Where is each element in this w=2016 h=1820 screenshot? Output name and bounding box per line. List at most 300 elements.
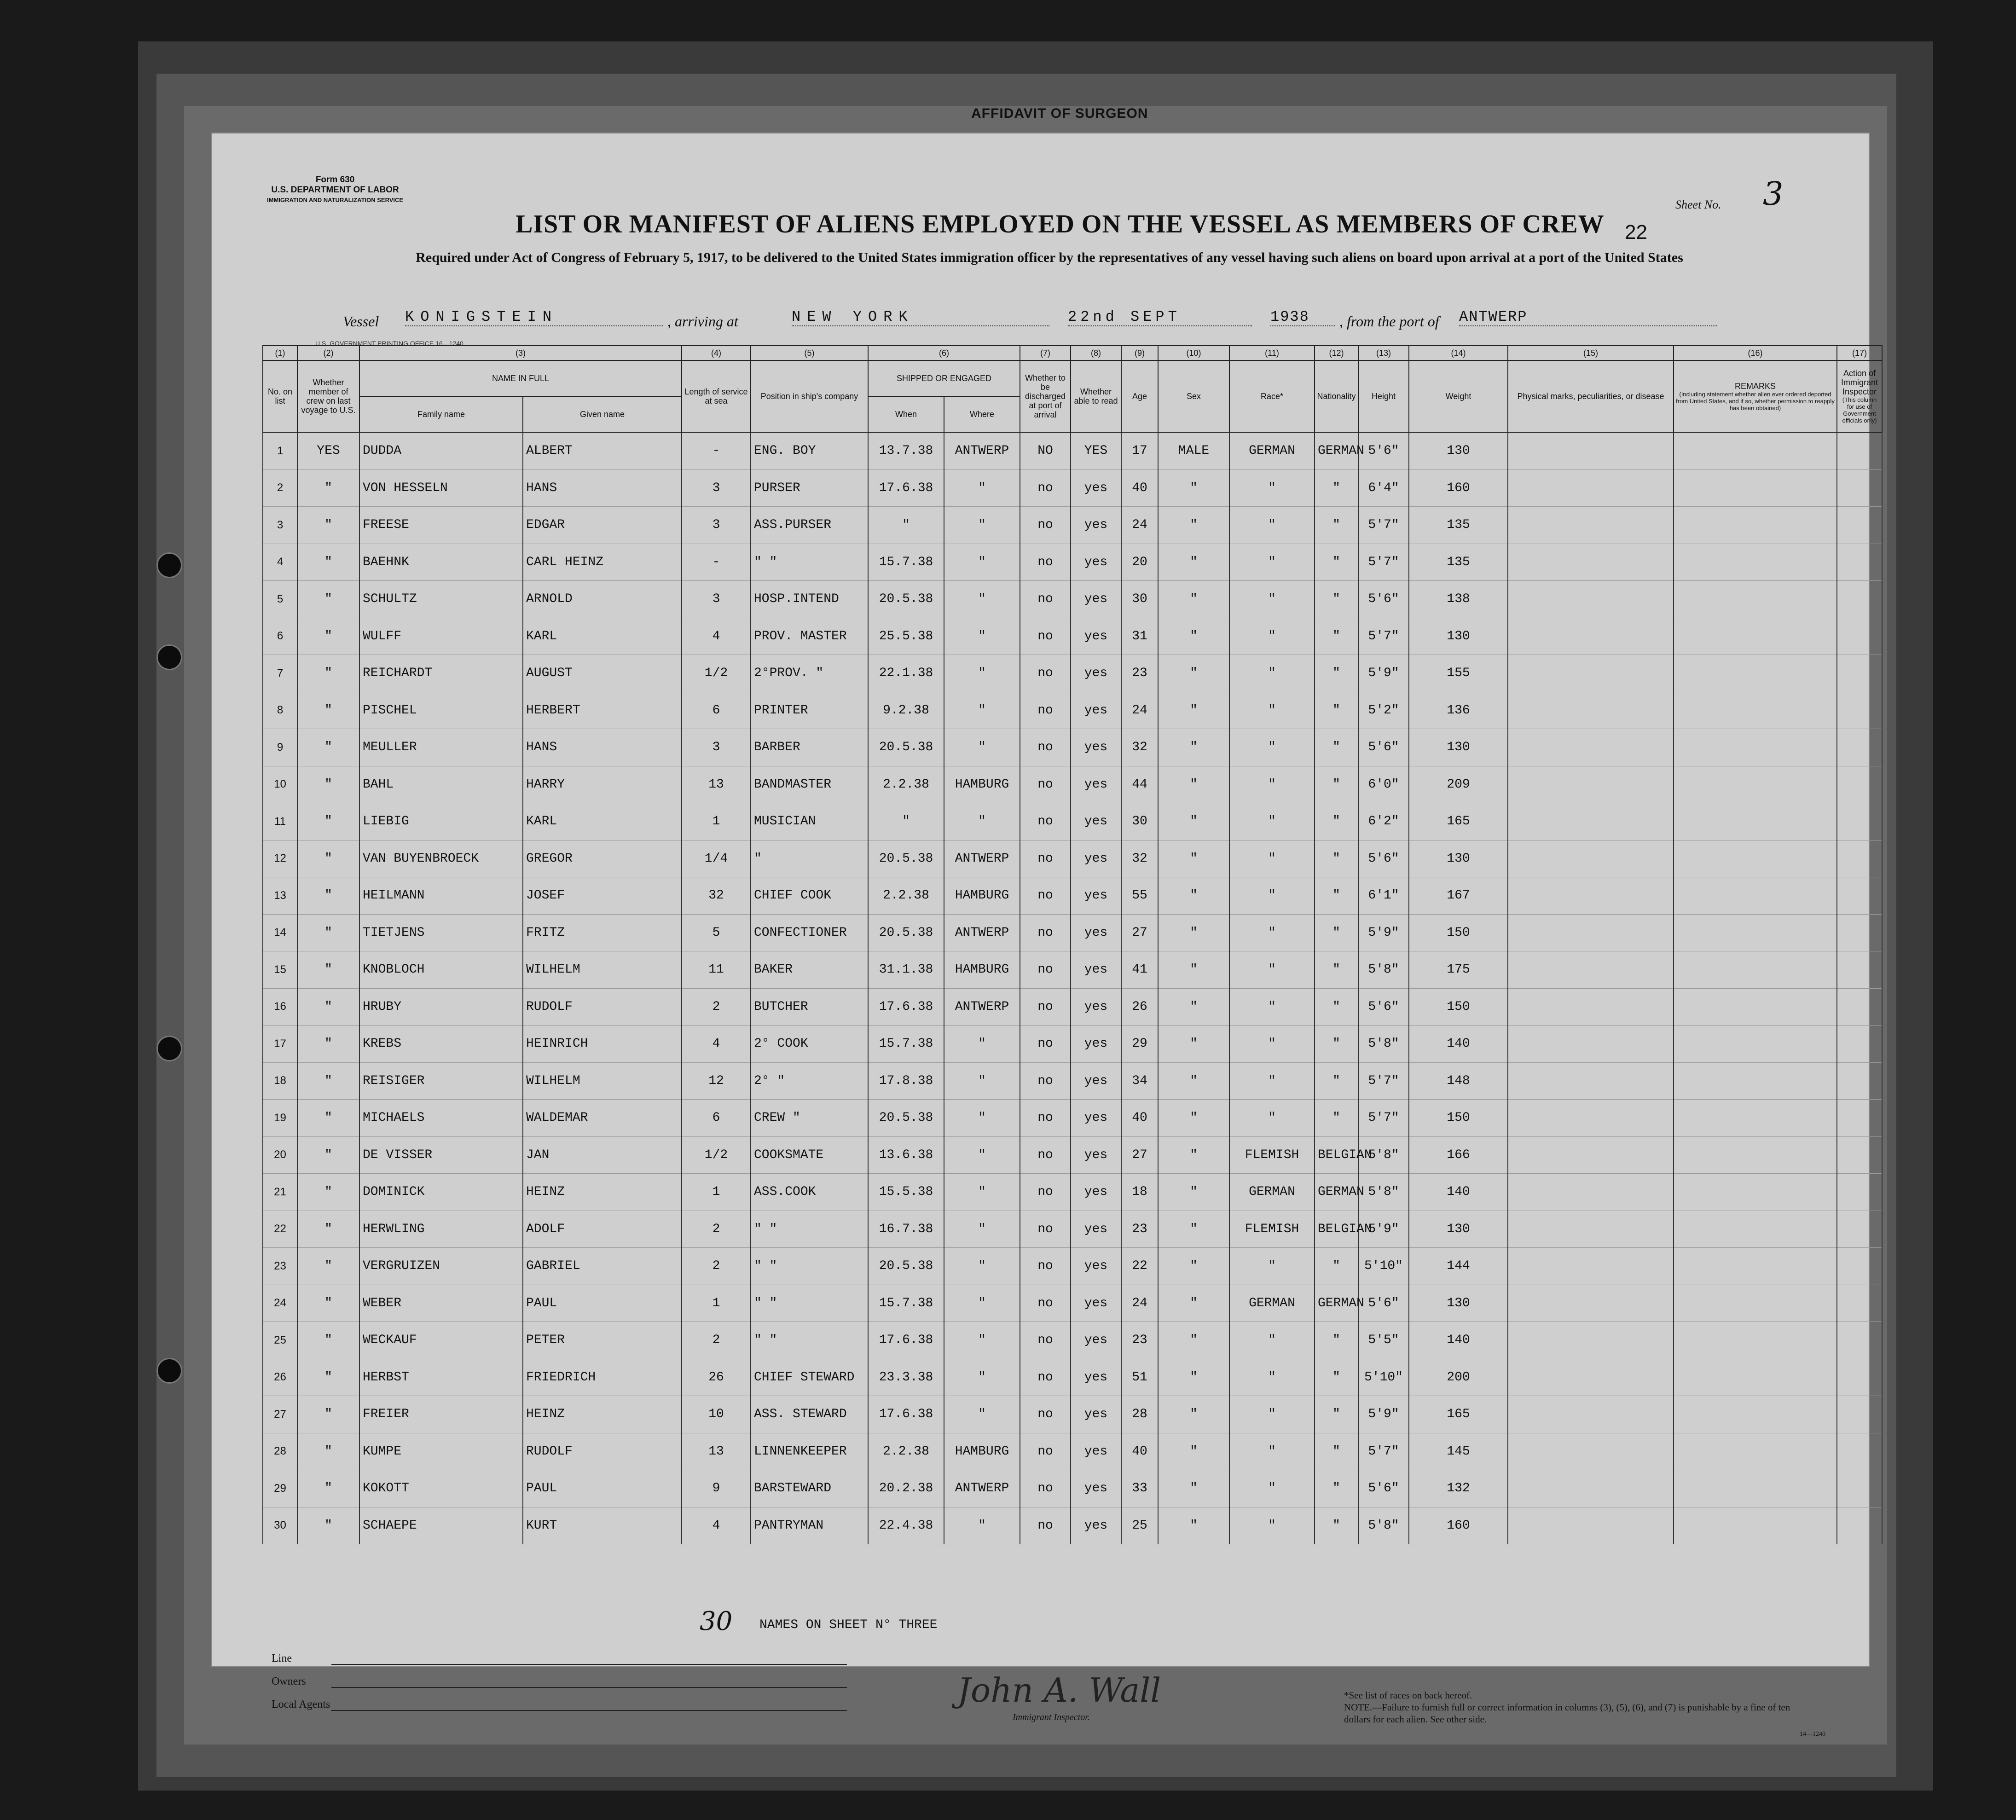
cell-height: 5'8" xyxy=(1358,1136,1409,1174)
cell-family-name: KUMPE xyxy=(359,1433,523,1470)
cell-nationality: " xyxy=(1315,692,1358,729)
header-given-name: Given name xyxy=(523,396,682,432)
cell-position: ASS.COOK xyxy=(751,1174,868,1211)
cell-given-name: AUGUST xyxy=(523,655,682,692)
cell-height: 5'7" xyxy=(1358,618,1409,655)
cell-sex: " xyxy=(1158,840,1229,877)
cell-previous-voyage: " xyxy=(297,1100,359,1137)
cell-able-to-read: yes xyxy=(1071,1136,1121,1174)
cell-row-number: 4 xyxy=(263,544,297,581)
cell-weight: 175 xyxy=(1409,951,1508,989)
cell-race: " xyxy=(1229,1507,1315,1544)
cell-length-of-service: 1/2 xyxy=(682,1136,751,1174)
cell-able-to-read: YES xyxy=(1071,432,1121,469)
cell-race: " xyxy=(1229,1470,1315,1507)
cell-discharged: no xyxy=(1020,1507,1071,1544)
cell-nationality: GERMAN xyxy=(1315,432,1358,469)
cell-length-of-service: 4 xyxy=(682,1507,751,1544)
cell-previous-voyage: " xyxy=(297,1396,359,1433)
cell-shipped-where: " xyxy=(944,1248,1020,1285)
header-inspector-action xyxy=(1837,360,1882,432)
vessel-name: KONIGSTEIN xyxy=(405,308,663,326)
cell-physical-marks xyxy=(1508,1136,1674,1174)
cell-age: 24 xyxy=(1121,1285,1158,1322)
cell-age: 40 xyxy=(1121,1433,1158,1470)
cell-row-number: 26 xyxy=(263,1359,297,1396)
cell-shipped-where: " xyxy=(944,1507,1020,1544)
cell-position: BAKER xyxy=(751,951,868,989)
col-num-8: (8) xyxy=(1071,346,1121,360)
cell-able-to-read: yes xyxy=(1071,618,1121,655)
table-row xyxy=(263,581,1882,618)
table-row xyxy=(263,877,1882,915)
crew-manifest-table xyxy=(262,345,1883,1544)
cell-sex: " xyxy=(1158,877,1229,915)
cell-remarks xyxy=(1674,1433,1837,1470)
cell-sex: " xyxy=(1158,1433,1229,1470)
cell-nationality: " xyxy=(1315,544,1358,581)
cell-family-name: WECKAUF xyxy=(359,1322,523,1359)
cell-family-name: REICHARDT xyxy=(359,655,523,692)
table-row xyxy=(263,1396,1882,1433)
cell-previous-voyage: " xyxy=(297,914,359,951)
table-row xyxy=(263,507,1882,544)
cell-able-to-read: yes xyxy=(1071,544,1121,581)
cell-shipped-when: 2.2.38 xyxy=(868,1433,944,1470)
cell-physical-marks xyxy=(1508,1248,1674,1285)
cell-remarks xyxy=(1674,1062,1837,1100)
cell-remarks xyxy=(1674,1026,1837,1063)
cell-shipped-when: 22.4.38 xyxy=(868,1507,944,1544)
cell-shipped-when: 17.6.38 xyxy=(868,1396,944,1433)
cell-position: BARSTEWARD xyxy=(751,1470,868,1507)
cell-family-name: TIETJENS xyxy=(359,914,523,951)
cell-height: 5'7" xyxy=(1358,1100,1409,1137)
cell-length-of-service: 3 xyxy=(682,507,751,544)
cell-inspector-action xyxy=(1837,692,1882,729)
cell-physical-marks xyxy=(1508,914,1674,951)
cell-nationality: " xyxy=(1315,729,1358,766)
cell-height: 5'7" xyxy=(1358,1433,1409,1470)
cell-shipped-where: " xyxy=(944,581,1020,618)
col-num-11: (11) xyxy=(1229,346,1315,360)
cell-physical-marks xyxy=(1508,988,1674,1026)
cell-sex: " xyxy=(1158,1100,1229,1137)
cell-remarks xyxy=(1674,1174,1837,1211)
cell-inspector-action xyxy=(1837,469,1882,507)
cell-length-of-service: 6 xyxy=(682,692,751,729)
cell-previous-voyage: " xyxy=(297,1211,359,1248)
cell-remarks xyxy=(1674,840,1837,877)
cell-age: 31 xyxy=(1121,618,1158,655)
cell-sex: " xyxy=(1158,914,1229,951)
table-row xyxy=(263,544,1882,581)
cell-shipped-where: ANTWERP xyxy=(944,840,1020,877)
cell-family-name: PISCHEL xyxy=(359,692,523,729)
cell-family-name: SCHULTZ xyxy=(359,581,523,618)
cell-age: 23 xyxy=(1121,1211,1158,1248)
cell-physical-marks xyxy=(1508,1470,1674,1507)
cell-previous-voyage: " xyxy=(297,1026,359,1063)
cell-race: " xyxy=(1229,655,1315,692)
cell-row-number: 28 xyxy=(263,1433,297,1470)
cell-family-name: MEULLER xyxy=(359,729,523,766)
cell-nationality: GERMAN xyxy=(1315,1174,1358,1211)
cell-family-name: SCHAEPE xyxy=(359,1507,523,1544)
cell-row-number: 21 xyxy=(263,1174,297,1211)
cell-shipped-when: 20.5.38 xyxy=(868,581,944,618)
cell-previous-voyage: " xyxy=(297,1322,359,1359)
cell-position: PRINTER xyxy=(751,692,868,729)
table-row xyxy=(263,988,1882,1026)
cell-previous-voyage: " xyxy=(297,1136,359,1174)
cell-physical-marks xyxy=(1508,1174,1674,1211)
cell-given-name: HEINZ xyxy=(523,1174,682,1211)
cell-inspector-action xyxy=(1837,507,1882,544)
cell-previous-voyage: " xyxy=(297,581,359,618)
cell-discharged: no xyxy=(1020,729,1071,766)
header-no-on-list: No. on list xyxy=(263,360,297,432)
cell-row-number: 29 xyxy=(263,1470,297,1507)
cell-discharged: no xyxy=(1020,1062,1071,1100)
cell-discharged: no xyxy=(1020,840,1071,877)
cell-height: 5'6" xyxy=(1358,581,1409,618)
cell-previous-voyage: " xyxy=(297,1507,359,1544)
table-row xyxy=(263,1026,1882,1063)
cell-physical-marks xyxy=(1508,1396,1674,1433)
header-discharged: Whether to be discharged at port of arrival xyxy=(1020,360,1071,432)
cell-race: " xyxy=(1229,766,1315,803)
cell-discharged: no xyxy=(1020,951,1071,989)
cell-shipped-when: " xyxy=(868,803,944,840)
cell-weight: 130 xyxy=(1409,432,1508,469)
cell-able-to-read: yes xyxy=(1071,1359,1121,1396)
footer-notes xyxy=(1344,1689,1804,1725)
table-row xyxy=(263,840,1882,877)
cell-length-of-service: 1/2 xyxy=(682,655,751,692)
table-row xyxy=(263,1100,1882,1137)
cell-physical-marks xyxy=(1508,1285,1674,1322)
form-identifier xyxy=(267,175,403,205)
cell-length-of-service: 9 xyxy=(682,1470,751,1507)
penalty-note: NOTE.—Failure to furnish full or correct information in columns (3), (5), (6), and (7) is punishable by a fine of ten dollars for each alien. See other side. xyxy=(1344,1702,1790,1725)
cell-discharged: no xyxy=(1020,1322,1071,1359)
cell-position: PURSER xyxy=(751,469,868,507)
cell-previous-voyage: " xyxy=(297,1359,359,1396)
sheet-number-label: Sheet No. xyxy=(1675,198,1721,211)
cell-given-name: EDGAR xyxy=(523,507,682,544)
cell-length-of-service: 3 xyxy=(682,469,751,507)
form-number: Form 630 xyxy=(315,175,355,185)
cell-previous-voyage: " xyxy=(297,766,359,803)
cell-family-name: FREIER xyxy=(359,1396,523,1433)
table-row xyxy=(263,1507,1882,1544)
cell-family-name: KREBS xyxy=(359,1026,523,1063)
cell-physical-marks xyxy=(1508,1507,1674,1544)
cell-height: 5'9" xyxy=(1358,1211,1409,1248)
cell-height: 5'8" xyxy=(1358,1026,1409,1063)
cell-weight: 136 xyxy=(1409,692,1508,729)
cell-shipped-where: " xyxy=(944,1100,1020,1137)
cell-given-name: WALDEMAR xyxy=(523,1100,682,1137)
cell-given-name: KARL xyxy=(523,803,682,840)
cell-shipped-where: ANTWERP xyxy=(944,914,1020,951)
cell-family-name: HRUBY xyxy=(359,988,523,1026)
cell-remarks xyxy=(1674,581,1837,618)
cell-remarks xyxy=(1674,914,1837,951)
cell-row-number: 11 xyxy=(263,803,297,840)
cell-weight: 140 xyxy=(1409,1026,1508,1063)
cell-given-name: RUDOLF xyxy=(523,988,682,1026)
cell-height: 5'6" xyxy=(1358,1470,1409,1507)
cell-sex: " xyxy=(1158,544,1229,581)
cell-shipped-when: 22.1.38 xyxy=(868,655,944,692)
punch-hole xyxy=(156,1358,182,1384)
cell-age: 18 xyxy=(1121,1174,1158,1211)
cell-nationality: " xyxy=(1315,914,1358,951)
cell-inspector-action xyxy=(1837,1359,1882,1396)
cell-sex: " xyxy=(1158,803,1229,840)
cell-physical-marks xyxy=(1508,655,1674,692)
cell-inspector-action xyxy=(1837,618,1882,655)
table-row xyxy=(263,1211,1882,1248)
cell-inspector-action xyxy=(1837,840,1882,877)
cell-remarks xyxy=(1674,951,1837,989)
cell-height: 5'7" xyxy=(1358,1062,1409,1100)
punch-hole xyxy=(156,552,182,578)
cell-shipped-when: 17.6.38 xyxy=(868,988,944,1026)
cell-weight: 160 xyxy=(1409,1507,1508,1544)
cell-given-name: WILHELM xyxy=(523,951,682,989)
cell-age: 40 xyxy=(1121,469,1158,507)
table-row xyxy=(263,1470,1882,1507)
col-num-12: (12) xyxy=(1315,346,1358,360)
cell-physical-marks xyxy=(1508,1100,1674,1137)
cell-shipped-where: " xyxy=(944,1174,1020,1211)
cell-position: 2° " xyxy=(751,1062,868,1100)
table-row xyxy=(263,1359,1882,1396)
cell-sex: " xyxy=(1158,766,1229,803)
cell-previous-voyage: YES xyxy=(297,432,359,469)
cell-shipped-where: " xyxy=(944,803,1020,840)
header-length-of-service: Length of service at sea xyxy=(682,360,751,432)
cell-given-name: GABRIEL xyxy=(523,1248,682,1285)
cell-age: 40 xyxy=(1121,1100,1158,1137)
cell-age: 26 xyxy=(1121,988,1158,1026)
cell-sex: " xyxy=(1158,729,1229,766)
cell-race: " xyxy=(1229,581,1315,618)
cell-previous-voyage: " xyxy=(297,469,359,507)
cell-shipped-when: 17.8.38 xyxy=(868,1062,944,1100)
cell-weight: 140 xyxy=(1409,1322,1508,1359)
cell-race: " xyxy=(1229,1062,1315,1100)
cell-sex: " xyxy=(1158,1322,1229,1359)
cell-family-name: KOKOTT xyxy=(359,1470,523,1507)
cell-remarks xyxy=(1674,988,1837,1026)
cell-shipped-when: 23.3.38 xyxy=(868,1359,944,1396)
col-num-15: (15) xyxy=(1508,346,1674,360)
cell-shipped-where: HAMBURG xyxy=(944,766,1020,803)
cell-sex: " xyxy=(1158,1062,1229,1100)
cell-length-of-service: 13 xyxy=(682,766,751,803)
cell-age: 22 xyxy=(1121,1248,1158,1285)
cell-sex: MALE xyxy=(1158,432,1229,469)
cell-row-number: 2 xyxy=(263,469,297,507)
cell-discharged: no xyxy=(1020,618,1071,655)
cell-given-name: KURT xyxy=(523,1507,682,1544)
cell-position: " " xyxy=(751,1322,868,1359)
cell-sex: " xyxy=(1158,1211,1229,1248)
cell-shipped-where: " xyxy=(944,655,1020,692)
cell-family-name: BAEHNK xyxy=(359,544,523,581)
cell-discharged: no xyxy=(1020,1174,1071,1211)
line-field xyxy=(331,1664,847,1665)
cell-shipped-where: HAMBURG xyxy=(944,951,1020,989)
cell-family-name: DOMINICK xyxy=(359,1174,523,1211)
cell-length-of-service: - xyxy=(682,544,751,581)
cell-length-of-service: 4 xyxy=(682,1026,751,1063)
cell-inspector-action xyxy=(1837,914,1882,951)
cell-shipped-where: " xyxy=(944,1136,1020,1174)
cell-inspector-action xyxy=(1837,729,1882,766)
cell-sex: " xyxy=(1158,1248,1229,1285)
cell-shipped-where: " xyxy=(944,1359,1020,1396)
cell-able-to-read: yes xyxy=(1071,692,1121,729)
cell-height: 5'8" xyxy=(1358,951,1409,989)
header-previous-voyage: Whether member of crew on last voyage to U.S. xyxy=(297,360,359,432)
cell-length-of-service: 1/4 xyxy=(682,840,751,877)
departure-port: ANTWERP xyxy=(1459,308,1717,326)
table-row xyxy=(263,914,1882,951)
cell-remarks xyxy=(1674,432,1837,469)
cell-shipped-when: 15.7.38 xyxy=(868,544,944,581)
header-remarks-note: (Including statement whether alien ever ordered deported from United States, and if so, whether permission to reapply has been obtained) xyxy=(1676,390,1835,412)
cell-sex: " xyxy=(1158,988,1229,1026)
cell-family-name: WULFF xyxy=(359,618,523,655)
cell-weight: 140 xyxy=(1409,1174,1508,1211)
cell-discharged: no xyxy=(1020,1248,1071,1285)
cell-able-to-read: yes xyxy=(1071,1322,1121,1359)
cell-previous-voyage: " xyxy=(297,877,359,915)
cell-row-number: 7 xyxy=(263,655,297,692)
cell-nationality: " xyxy=(1315,581,1358,618)
cell-remarks xyxy=(1674,1322,1837,1359)
cell-sex: " xyxy=(1158,469,1229,507)
cell-discharged: no xyxy=(1020,1285,1071,1322)
cell-able-to-read: yes xyxy=(1071,507,1121,544)
header-name-in-full: NAME IN FULL xyxy=(359,360,682,396)
cell-discharged: no xyxy=(1020,581,1071,618)
cell-nationality: BELGIAN xyxy=(1315,1211,1358,1248)
cell-shipped-when: 13.7.38 xyxy=(868,432,944,469)
cell-weight: 166 xyxy=(1409,1136,1508,1174)
affidavit-heading: AFFIDAVIT OF SURGEON xyxy=(971,106,1148,121)
crew-rows xyxy=(263,432,1882,1544)
cell-family-name: BAHL xyxy=(359,766,523,803)
table-row xyxy=(263,1433,1882,1470)
cell-family-name: HEILMANN xyxy=(359,877,523,915)
cell-discharged: no xyxy=(1020,803,1071,840)
total-names-text: NAMES ON SHEET N° THREE xyxy=(759,1618,938,1632)
cell-height: 5'5" xyxy=(1358,1322,1409,1359)
table-row xyxy=(263,1174,1882,1211)
cell-shipped-when: 20.2.38 xyxy=(868,1470,944,1507)
cell-row-number: 5 xyxy=(263,581,297,618)
cell-able-to-read: yes xyxy=(1071,1396,1121,1433)
cell-shipped-where: " xyxy=(944,1211,1020,1248)
cell-remarks xyxy=(1674,766,1837,803)
cell-position: PANTRYMAN xyxy=(751,1507,868,1544)
cell-age: 55 xyxy=(1121,877,1158,915)
cell-able-to-read: yes xyxy=(1071,877,1121,915)
cell-race: GERMAN xyxy=(1229,1285,1315,1322)
cell-physical-marks xyxy=(1508,1359,1674,1396)
cell-given-name: HARRY xyxy=(523,766,682,803)
cell-race: " xyxy=(1229,729,1315,766)
cell-physical-marks xyxy=(1508,951,1674,989)
cell-sex: " xyxy=(1158,692,1229,729)
cell-previous-voyage: " xyxy=(297,544,359,581)
cell-able-to-read: yes xyxy=(1071,1062,1121,1100)
cell-weight: 148 xyxy=(1409,1062,1508,1100)
cell-length-of-service: 1 xyxy=(682,1285,751,1322)
table-row xyxy=(263,1285,1882,1322)
cell-able-to-read: yes xyxy=(1071,1100,1121,1137)
cell-inspector-action xyxy=(1837,803,1882,840)
races-note: *See list of races on back hereof. xyxy=(1344,1690,1472,1701)
cell-nationality: " xyxy=(1315,1100,1358,1137)
cell-family-name: HERBST xyxy=(359,1359,523,1396)
from-port-label: , from the port of xyxy=(1339,313,1439,330)
cell-race: " xyxy=(1229,803,1315,840)
cell-previous-voyage: " xyxy=(297,618,359,655)
cell-position: " " xyxy=(751,1248,868,1285)
cell-remarks xyxy=(1674,1211,1837,1248)
cell-shipped-when: 15.7.38 xyxy=(868,1285,944,1322)
cell-row-number: 15 xyxy=(263,951,297,989)
inspector-label: Immigrant Inspector. xyxy=(1013,1712,1090,1722)
cell-able-to-read: yes xyxy=(1071,840,1121,877)
cell-length-of-service: 5 xyxy=(682,914,751,951)
cell-weight: 130 xyxy=(1409,1285,1508,1322)
table-row xyxy=(263,766,1882,803)
cell-row-number: 14 xyxy=(263,914,297,951)
cell-height: 6'1" xyxy=(1358,877,1409,915)
cell-weight: 150 xyxy=(1409,914,1508,951)
cell-family-name: DUDDA xyxy=(359,432,523,469)
cell-sex: " xyxy=(1158,1026,1229,1063)
cell-physical-marks xyxy=(1508,432,1674,469)
cell-row-number: 27 xyxy=(263,1396,297,1433)
cell-age: 27 xyxy=(1121,1136,1158,1174)
header-nationality: Nationality xyxy=(1315,360,1358,432)
cell-weight: 130 xyxy=(1409,1211,1508,1248)
cell-discharged: no xyxy=(1020,1396,1071,1433)
cell-height: 6'0" xyxy=(1358,766,1409,803)
col-num-17: (17) xyxy=(1837,346,1882,360)
cell-discharged: no xyxy=(1020,988,1071,1026)
cell-previous-voyage: " xyxy=(297,1470,359,1507)
col-num-1: (1) xyxy=(263,346,297,360)
table-row xyxy=(263,618,1882,655)
cell-position: ENG. BOY xyxy=(751,432,868,469)
cell-physical-marks xyxy=(1508,1322,1674,1359)
table-row xyxy=(263,469,1882,507)
cell-family-name: LIEBIG xyxy=(359,803,523,840)
cell-race: " xyxy=(1229,507,1315,544)
cell-row-number: 23 xyxy=(263,1248,297,1285)
cell-shipped-when: 15.7.38 xyxy=(868,1026,944,1063)
